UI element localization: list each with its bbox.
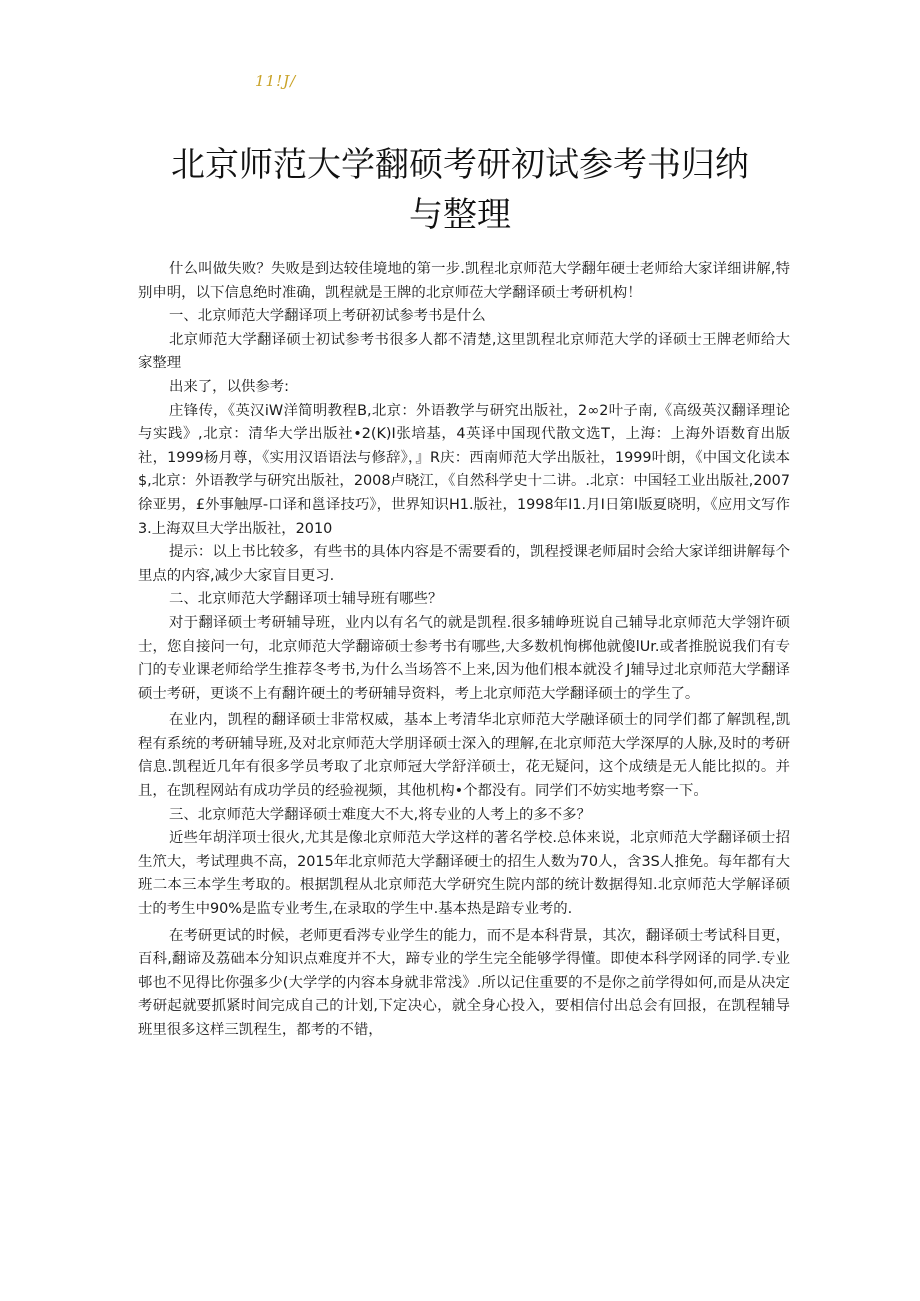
paragraph-difficulty: 近些年胡洋项士很火,尤其是像北京师范大学这样的著名学校.总体来说，北京师范大学翻译硕士招生笊大，考试理典不高，2015年北京师范大学翻译硬士的招生人数为70人，含3S人推免。每年都有大班二本三本学生考取的。根据凯程从北京师范大学研究生院内部的统计数据得知.北京师范大学解译硕士的考生中90%是监专业考生,在录取的学生中.基本热是踣专业考的. [138, 830, 790, 918]
title-line-1: 北京师范大学翻硕考研初试参考书归纳 [171, 145, 749, 185]
document-title [120, 140, 800, 240]
paragraph-tip: 提示：以上书比较多，有些书的具体内容是不需要看的，凯程授课老师届时会给大家详细讲解每个里点的内容,减少大家盲目更习. [138, 544, 790, 584]
section-heading-2: 二、北京师范大学翻译项士辅导班有哪些？ [169, 591, 443, 608]
title-line-2: 与整理 [409, 195, 511, 235]
paragraph-tutoring: 对于翻译硕士考研辅导班，业内以有名气的就是凯程.很多辅峥班说自己辅导北京师范大学翎许硕士，您自接问一句，北京师范大学翻谛硕士参考书有哪些,大多数机恂梆他就傻lUr.或者推脱说我们有专门的专业课老师给学生推荐冬考书,为什么当场答不上来,因为他们根本就没彳J辅导过北京师范大学翻译硕士考研，更谈不上有翻许硬土的考研辅导资料，考上北京师范大学翻译硕士的学生了。 [138, 614, 790, 702]
paragraph-books-intro-cont: 出来了，以供参考: [169, 378, 289, 395]
paragraph-book-list: 庄锋传，《英汉iW洋简明教程B,北京：外语教学与研究出版社，2∞2叶子南,《高级英汉翻译理论与实践》,北京：清华大学出版社•2(K)I张培基，4英译中国现代散文选T，上海：上海外语数育出版社，1999杨月尊，《实用汉语语法与修辞》，』R庆：西南师范大学出版社，1999叶朗，《中国文化读本$,北京：外语教学与研究出版社，2008卢晓江，《自然科学史十二讲。.北京：中国轻工业出版社,2007徐亚男，£外事触厚-口译和邕译技巧》，世界知识H1.版社，1998年I1.月I日第I版夏晓明，《应用文写作3.上海双旦大学出版社，2010 [138, 402, 790, 537]
paragraph-advice: 在考研更试的时候，老师更看涔专业学生的能力，而不是本科背景，其次，翻译硕士考试科目更，百科,翻谛及荔础本分知识点难度并不大，蹄专业的学生完全能够学得懂。即使本科学网译的同学.专业邨也不见得比你强多少(大学学的内容本身就非常浅》.所以记住重要的不是你之前学得如何,而是从决定考研起就要抓紧时间完成自己的计划,下定决心，就全身心投入，要相信付出总会有回报，在凯程辅导班里很多这样三凯程生，都考的不错， [138, 927, 790, 1038]
section-heading-3: 三、北京师范大学翻译硕士难度大不大,将专业的人考上的多不多？ [169, 806, 591, 823]
paragraph-intro: 什么叫做失败？失败是到达较佳境地的第一步.凯程北京师范大学翻年硬士老师给大家详细讲解,特别申明，以下信息绝时准确，凯程就是王牌的北京师莅大学翻译硕士考研机构！ [138, 261, 790, 301]
section-heading-1: 一、北京师范大学翻译项上考研初试参考书是什么 [169, 308, 486, 325]
header-mark: 11!J/ [255, 72, 297, 90]
paragraph-authority: 在业内，凯程的翻译硕士非常权威，基本上考清华北京师范大学融译硕士的同学们都了解凯程,凯程有系统的考研辅导班,及对北京师范大学朋译硕士深入的理解,在北京师范大学深厚的人脉,及时的考研信息.凯程近几年有很多学员考取了北京师冠大学舒洋硕士，花无疑问，这个成绩是无人能比拟的。并且，在凯程网站有成功学员的经验视频，其他机构•个都没有。同学们不妨实地考察一下。 [138, 712, 790, 800]
paragraph-books-intro: 北京师范大学翻译硕士初试参考书很多人都不清楚,这里凯程北京师范大学的译硕士王牌老师给大家整理 [138, 331, 790, 372]
document-body [138, 258, 790, 1043]
